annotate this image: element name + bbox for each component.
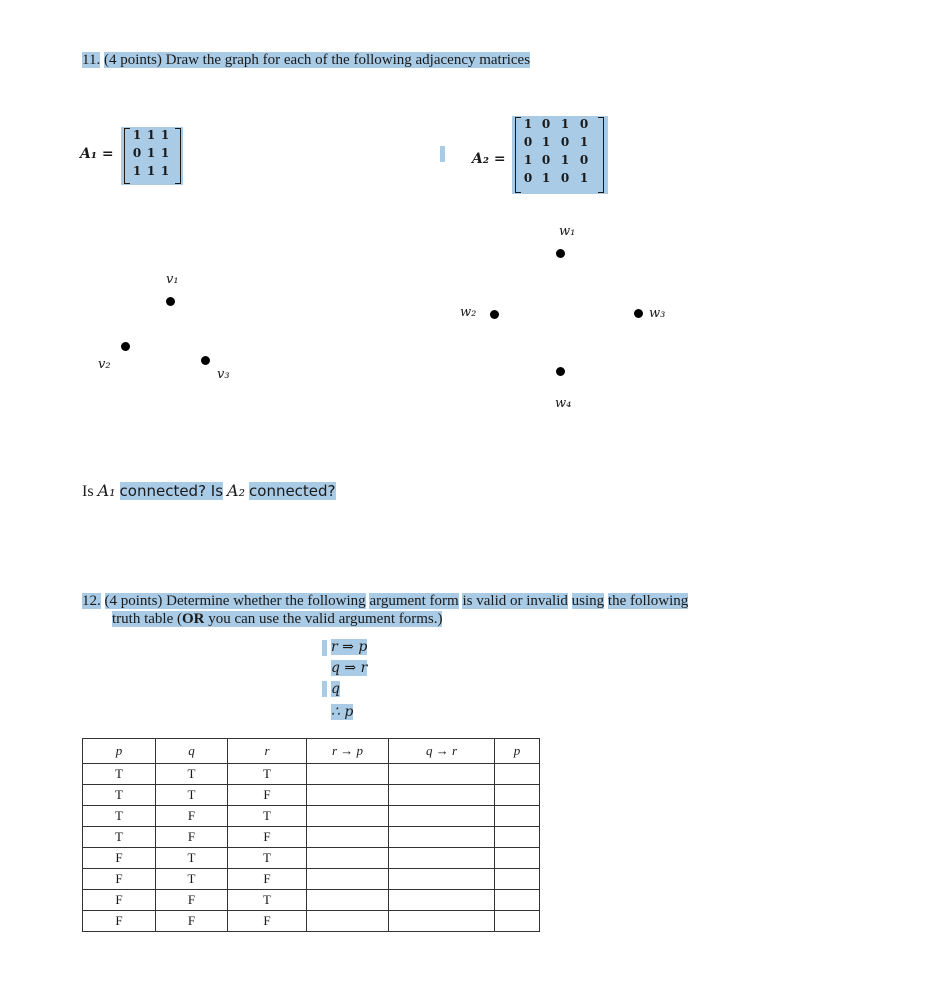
vertex-label-w2: w₂ xyxy=(460,305,477,320)
vertex-v1-dot xyxy=(166,297,175,306)
table-header: r → p xyxy=(307,739,389,764)
connected-a1: A₁ xyxy=(97,481,116,500)
table-cell[interactable] xyxy=(307,911,389,932)
matrix1-cell: 1 xyxy=(146,128,156,142)
q11-text: (4 points) Draw the graph for each of the following adjacency matrices xyxy=(103,52,531,68)
matrix1-cell: 1 xyxy=(160,146,170,160)
vertex-w1-dot xyxy=(556,249,565,258)
table-cell[interactable] xyxy=(307,785,389,806)
matrix2-cell: 0 xyxy=(523,135,533,149)
matrix1-cell: 1 xyxy=(132,164,142,178)
q12-text-part: using xyxy=(571,593,605,609)
matrix1-label: A₁ = xyxy=(80,146,114,162)
q12-text-part: you can use the valid argument forms.) xyxy=(204,611,443,627)
matrix2-cell: 1 xyxy=(579,135,589,149)
matrix2-cell: 1 xyxy=(579,171,589,185)
table-cell[interactable] xyxy=(389,785,495,806)
table-cell: T xyxy=(156,785,228,806)
matrix2-cell: 0 xyxy=(579,153,589,167)
q12-text-or: OR xyxy=(181,611,205,627)
vertex-w2-dot xyxy=(490,310,499,319)
table-cell[interactable] xyxy=(495,911,540,932)
table-cell[interactable] xyxy=(389,806,495,827)
table-cell: F xyxy=(83,890,156,911)
vertex-label-w4: w₄ xyxy=(555,396,572,411)
q12-text-part: argument form xyxy=(369,593,459,609)
table-cell: F xyxy=(228,869,307,890)
table-cell[interactable] xyxy=(389,869,495,890)
vertex-label-w3: w₃ xyxy=(649,306,666,321)
q12-text-part: is valid or invalid xyxy=(462,593,568,609)
text-cursor xyxy=(440,146,445,162)
vertex-w4-dot xyxy=(556,367,565,376)
q11-heading xyxy=(82,52,530,69)
argument-conclusion: ∴ p xyxy=(331,704,354,720)
table-header: q → r xyxy=(389,739,495,764)
table-cell: T xyxy=(228,890,307,911)
table-cell[interactable] xyxy=(495,764,540,785)
table-cell[interactable] xyxy=(495,848,540,869)
matrix2 xyxy=(512,116,608,194)
matrix1-cell: 1 xyxy=(146,164,156,178)
text-cursor xyxy=(322,640,327,656)
matrix1-cell: 1 xyxy=(146,146,156,160)
table-cell[interactable] xyxy=(495,806,540,827)
table-cell[interactable] xyxy=(307,764,389,785)
text-cursor xyxy=(322,681,327,697)
truth-table xyxy=(82,738,540,932)
table-cell: T xyxy=(156,848,228,869)
table-cell[interactable] xyxy=(389,848,495,869)
table-row xyxy=(83,827,540,848)
matrix2-cell: 0 xyxy=(541,153,551,167)
matrix2-cell: 0 xyxy=(579,117,589,131)
table-row xyxy=(83,764,540,785)
q12-text-part: truth table ( xyxy=(112,611,182,627)
table-cell: T xyxy=(228,848,307,869)
table-cell: F xyxy=(83,848,156,869)
table-cell[interactable] xyxy=(389,911,495,932)
vertex-v2-dot xyxy=(121,342,130,351)
table-cell: F xyxy=(156,827,228,848)
matrix2-cell: 1 xyxy=(560,117,570,131)
table-cell: T xyxy=(228,806,307,827)
table-cell[interactable] xyxy=(495,785,540,806)
matrix2-cell: 0 xyxy=(560,171,570,185)
matrix1-cell: 1 xyxy=(160,128,170,142)
matrix1-cell: 1 xyxy=(132,128,142,142)
table-cell: F xyxy=(228,785,307,806)
table-cell[interactable] xyxy=(307,848,389,869)
vertex-label-v3: v₃ xyxy=(217,367,230,382)
table-cell: T xyxy=(83,806,156,827)
connected-a2: A₂ xyxy=(227,481,246,500)
table-row xyxy=(83,890,540,911)
matrix2-cell: 1 xyxy=(541,171,551,185)
q12-number: 12. xyxy=(82,593,101,609)
matrix1-cell: 1 xyxy=(160,164,170,178)
table-cell: F xyxy=(83,869,156,890)
q12-heading-line1 xyxy=(82,593,688,610)
table-cell[interactable] xyxy=(307,806,389,827)
table-cell[interactable] xyxy=(495,827,540,848)
table-cell: F xyxy=(156,890,228,911)
matrix2-cell: 0 xyxy=(541,117,551,131)
argument-premise-2: q ⇒ r xyxy=(331,660,368,676)
table-cell[interactable] xyxy=(389,890,495,911)
table-cell: F xyxy=(228,911,307,932)
table-cell: T xyxy=(156,869,228,890)
table-cell[interactable] xyxy=(307,890,389,911)
matrix1-right-bracket xyxy=(175,128,181,184)
table-header-row xyxy=(83,739,540,764)
table-cell: F xyxy=(228,827,307,848)
table-header: r xyxy=(228,739,307,764)
table-row xyxy=(83,848,540,869)
matrix2-right-bracket xyxy=(598,117,604,193)
vertex-label-w1: w₁ xyxy=(559,224,576,239)
table-row xyxy=(83,869,540,890)
matrix2-cell: 1 xyxy=(523,153,533,167)
connected-question xyxy=(82,481,336,501)
q11-number: 11. xyxy=(82,52,101,68)
matrix2-label: A₂ = xyxy=(472,151,506,167)
matrix2-cell: 0 xyxy=(560,135,570,149)
q12-heading-line2 xyxy=(112,611,442,628)
connected-is: Is xyxy=(82,483,94,500)
vertex-label-v1: v₁ xyxy=(166,272,179,287)
table-cell: F xyxy=(83,911,156,932)
table-cell[interactable] xyxy=(307,827,389,848)
connected-text-1: connected? Is xyxy=(119,482,224,500)
table-cell: T xyxy=(228,764,307,785)
table-cell[interactable] xyxy=(389,827,495,848)
matrix2-cell: 0 xyxy=(523,171,533,185)
table-cell[interactable] xyxy=(495,869,540,890)
table-cell: T xyxy=(83,827,156,848)
table-header: p xyxy=(83,739,156,764)
matrix2-cell: 1 xyxy=(541,135,551,149)
matrix1 xyxy=(121,127,183,185)
table-cell: T xyxy=(156,764,228,785)
q12-text-part: the following xyxy=(607,593,689,609)
table-cell[interactable] xyxy=(495,890,540,911)
q12-text-part: (4 points) Determine whether the following xyxy=(104,593,366,609)
table-row xyxy=(83,806,540,827)
matrix1-cell: 0 xyxy=(132,146,142,160)
table-header: q xyxy=(156,739,228,764)
argument-premise-1: r ⇒ p xyxy=(331,639,368,655)
table-cell[interactable] xyxy=(307,869,389,890)
vertex-v3-dot xyxy=(201,356,210,365)
table-row xyxy=(83,785,540,806)
matrix2-cell: 1 xyxy=(523,117,533,131)
table-cell: T xyxy=(83,785,156,806)
vertex-w3-dot xyxy=(634,309,643,318)
table-cell: F xyxy=(156,806,228,827)
table-cell: F xyxy=(156,911,228,932)
matrix2-cell: 1 xyxy=(560,153,570,167)
table-cell[interactable] xyxy=(389,764,495,785)
argument-premise-3: q xyxy=(331,681,340,697)
connected-text-2: connected? xyxy=(249,482,336,500)
table-cell: T xyxy=(83,764,156,785)
table-header: p xyxy=(495,739,540,764)
table-row xyxy=(83,911,540,932)
vertex-label-v2: v₂ xyxy=(98,357,111,372)
